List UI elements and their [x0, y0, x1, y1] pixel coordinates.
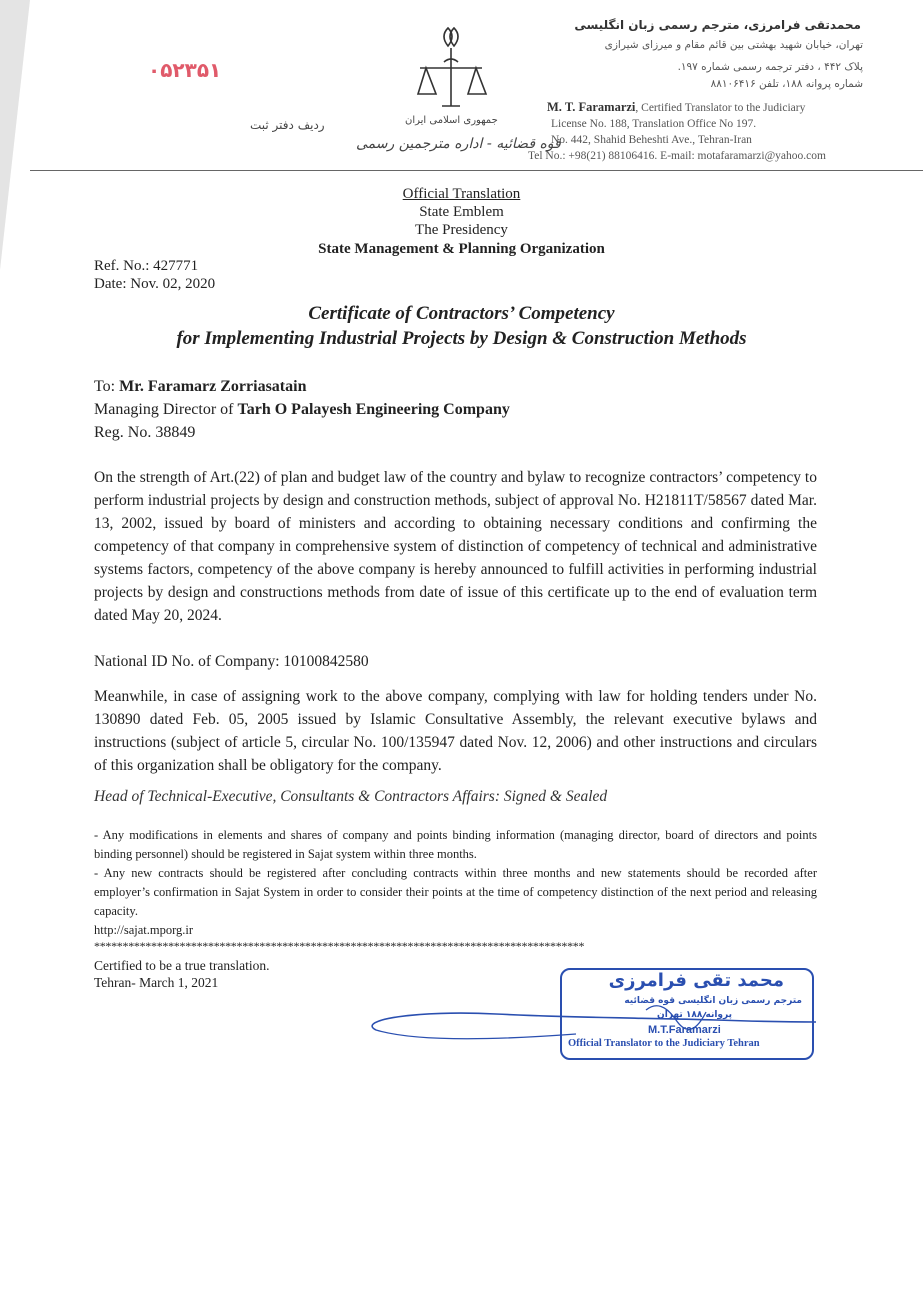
register-row-label: ردیف دفتر ثبت [250, 118, 325, 132]
fa-address-line2: پلاک ۴۴۲ ، دفتر ترجمه رسمی شماره ۱۹۷. [677, 61, 863, 73]
stamp-fa-license: پروانه ۱۸۸ تهران [657, 1010, 732, 1020]
managing-director-prefix: Managing Director of [94, 401, 238, 418]
star-divider: ************************************************************************************** [94, 939, 585, 953]
translator-title: , Certified Translator to the Judiciary [635, 102, 806, 114]
official-translation-heading: Official Translation [402, 186, 521, 202]
note-modifications: - Any modifications in elements and shares of company and points binding information (managing director, board of directors and points binding personnel) should be registered in Sajat system within three months. [94, 828, 817, 861]
certification-place-date: Tehran- March 1, 2021 [94, 975, 219, 990]
document-date: Date: Nov. 02, 2020 [94, 276, 216, 292]
state-emblem-icon [412, 24, 490, 114]
state-emblem-label: State Emblem [419, 204, 504, 220]
translator-name: M. T. Faramarzi [547, 100, 636, 114]
managing-director-line [94, 401, 510, 419]
translator-signature [356, 990, 826, 1050]
stamp-en-name: M.T.Faramarzi [648, 1024, 721, 1036]
fa-translator-name: محمدتقی فرامرزی، مترجم رسمی زبان انگلیسی [574, 18, 861, 32]
registration-number: Reg. No. 38849 [94, 424, 196, 441]
stamp-fa-title: مترجم رسمی زبان انگلیسی قوه قضائیه [624, 996, 802, 1006]
register-stamp-number: ۰۵۲۳۵۱ [148, 58, 222, 82]
addressee-prefix: To: [94, 378, 120, 395]
national-id-line: National ID No. of Company: 10100842580 [94, 653, 369, 670]
judiciary-text: قوه قضائیه - اداره مترجمین رسمی [356, 136, 561, 152]
emblem-caption: جمهوری اسلامی ایران [405, 115, 498, 126]
stamp-en-title: Official Translator to the Judiciary Tehran [568, 1038, 760, 1049]
company-name: Tarh O Palayesh Engineering Company [237, 401, 510, 418]
presidency-label: The Presidency [415, 222, 508, 238]
translator-name-line [547, 100, 805, 116]
sajat-url[interactable]: http://sajat.mporg.ir [94, 923, 194, 937]
header-divider [30, 170, 923, 171]
paragraph-main: On the strength of Art.(22) of plan and budget law of the country and bylaw to recognize contractors’ competency to perform industrial projects by design and construction methods, subject of approval No. H21811T/58567 dated Mar. 13, 2002, issued by board of ministers and according to obtaining necessary conditions and confirming the competency of that company in comprehensive system of distinction of competency of technical and administrative systems factors, competency of the above company is hereby announced to fulfill activities in performing industrial projects by design and constructions methods from date of issue of this certificate up to the end of evaluation term dated May 20, 2024. [94, 469, 817, 624]
paragraph-tenders: Meanwhile, in case of assigning work to the above company, complying with law for holding tenders under No. 130890 dated Feb. 05, 2005 issued by Islamic Consultative Assembly, the relevant executive bylaws and instructions (subject of article 5, circular No. 100/135947 dated Nov. 12, 2006) and other instructions and circulars of this organization shall be obligatory for the company. [94, 688, 817, 774]
address-line: No. 442, Shahid Beheshti Ave., Tehran-Iran [551, 134, 752, 146]
license-line: License No. 188, Translation Office No 197. [551, 118, 757, 130]
note-new-contracts: - Any new contracts should be registered after concluding contracts within three months and new statements should be recorded after employer’s confirmation in Sajat System in order to consider their points at the time of competency distinction of the next period and releasing capacity. [94, 866, 817, 918]
addressee-line [94, 378, 306, 396]
signature-statement: Head of Technical-Executive, Consultants & Contractors Affairs: Signed & Sealed [94, 788, 608, 805]
certificate-title-line1: Certificate of Contractors’ Competency [308, 303, 615, 324]
certification-statement: Certified to be a true translation. [94, 958, 270, 973]
addressee-name: Mr. Faramarz Zorriasatain [119, 378, 307, 395]
contact-line: Tel No.: +98(21) 88106416. E-mail: motafaramarzi@yahoo.com [528, 150, 826, 162]
organization-name: State Management & Planning Organization [318, 241, 605, 257]
stamp-fa-name: محمد تقی فرامرزی [608, 970, 784, 991]
certificate-title-line2: for Implementing Industrial Projects by Design & Construction Methods [176, 328, 747, 349]
fa-address-line1: تهران، خیابان شهید بهشتی بین قائم مقام و میرزای شیرازی [604, 39, 863, 51]
register-stamp [148, 58, 221, 82]
fa-phone-line: شماره پروانه ۱۸۸، تلفن ۸۸۱۰۶۴۱۶ [710, 78, 863, 90]
reference-number: Ref. No.: 427771 [94, 258, 199, 274]
